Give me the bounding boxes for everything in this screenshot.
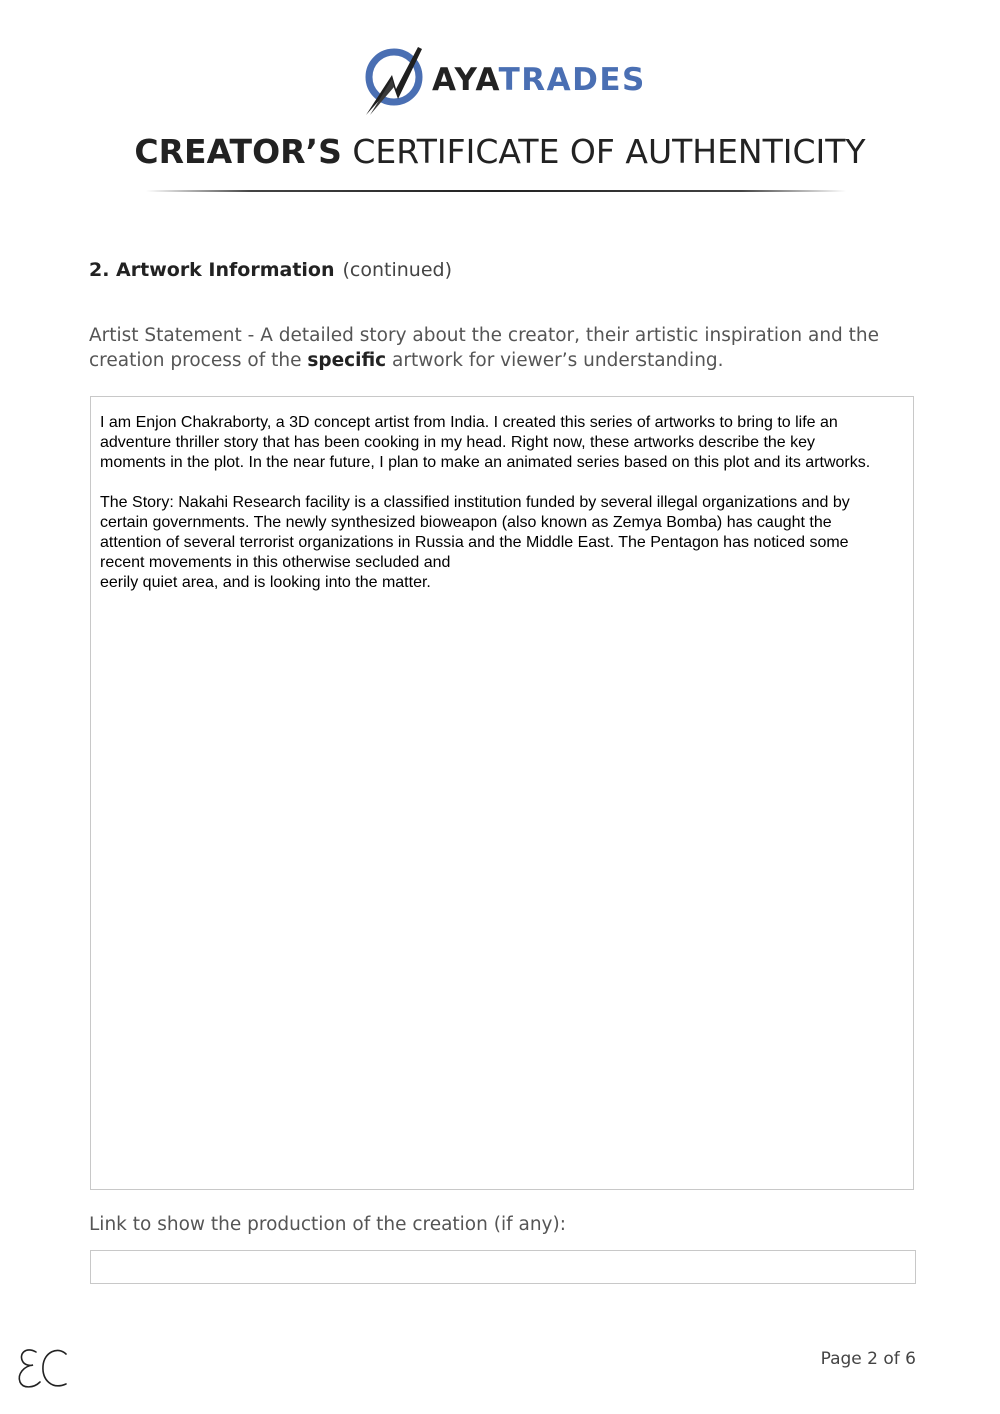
section-heading-continued: (continued) — [342, 259, 453, 281]
statement-line: recent movements in this otherwise secluded and — [100, 554, 451, 571]
statement-line: The Story: Nakahi Research facility is a classified institution funded by several illegal organizations and by — [100, 494, 850, 511]
artist-statement-label — [89, 323, 909, 373]
section-heading-title: 2. Artwork Information — [89, 259, 335, 281]
ayatrades-logo — [362, 40, 652, 120]
logo-wordmark — [432, 62, 646, 98]
artist-statement-label-text: Artist Statement - A detailed story about the creator, their artistic inspiration and the creation process of the — [89, 325, 880, 371]
statement-line: I am Enjon Chakraborty, a 3D concept artist from India. I created this series of artworks to bring to life an — [100, 414, 838, 431]
statement-line: adventure thriller story that has been cooking in my head. Right now, these artworks describe the key — [100, 434, 816, 451]
document-title-rest: CERTIFICATE OF AUTHENTICITY — [352, 132, 866, 171]
artist-statement-label-text-end: artwork for viewer’s understanding. — [386, 350, 724, 371]
statement-line: eerily quiet area, and is looking into the matter. — [100, 574, 431, 591]
artist-statement-field[interactable] — [90, 396, 914, 1190]
statement-line: certain governments. The newly synthesized bioweapon (also known as Zemya Bomba) has caught the — [100, 514, 832, 531]
document-title — [0, 132, 1000, 171]
statement-line: attention of several terrorist organizations in Russia and the Middle East. The Pentagon has noticed some — [100, 534, 849, 551]
page-number: Page 2 of 6 — [820, 1349, 916, 1369]
production-link-field[interactable] — [90, 1250, 916, 1284]
statement-paragraph-intro — [100, 413, 904, 473]
document-title-bold: CREATOR’S — [134, 132, 342, 171]
statement-paragraph-story — [100, 493, 904, 593]
logo-wordmark-trades: TRADES — [498, 62, 646, 98]
ayatrades-logo-icon — [362, 41, 424, 119]
statement-line: moments in the plot. In the near future, I plan to make an animated series based on this plot and its artworks. — [100, 454, 871, 471]
production-link-label: Link to show the production of the creation (if any): — [89, 1214, 566, 1235]
section-heading — [89, 259, 452, 281]
creator-signature — [14, 1344, 74, 1392]
title-divider — [146, 190, 846, 192]
logo-wordmark-aya: AYA — [432, 62, 499, 98]
artist-statement-label-emphasis: specific — [307, 350, 387, 371]
